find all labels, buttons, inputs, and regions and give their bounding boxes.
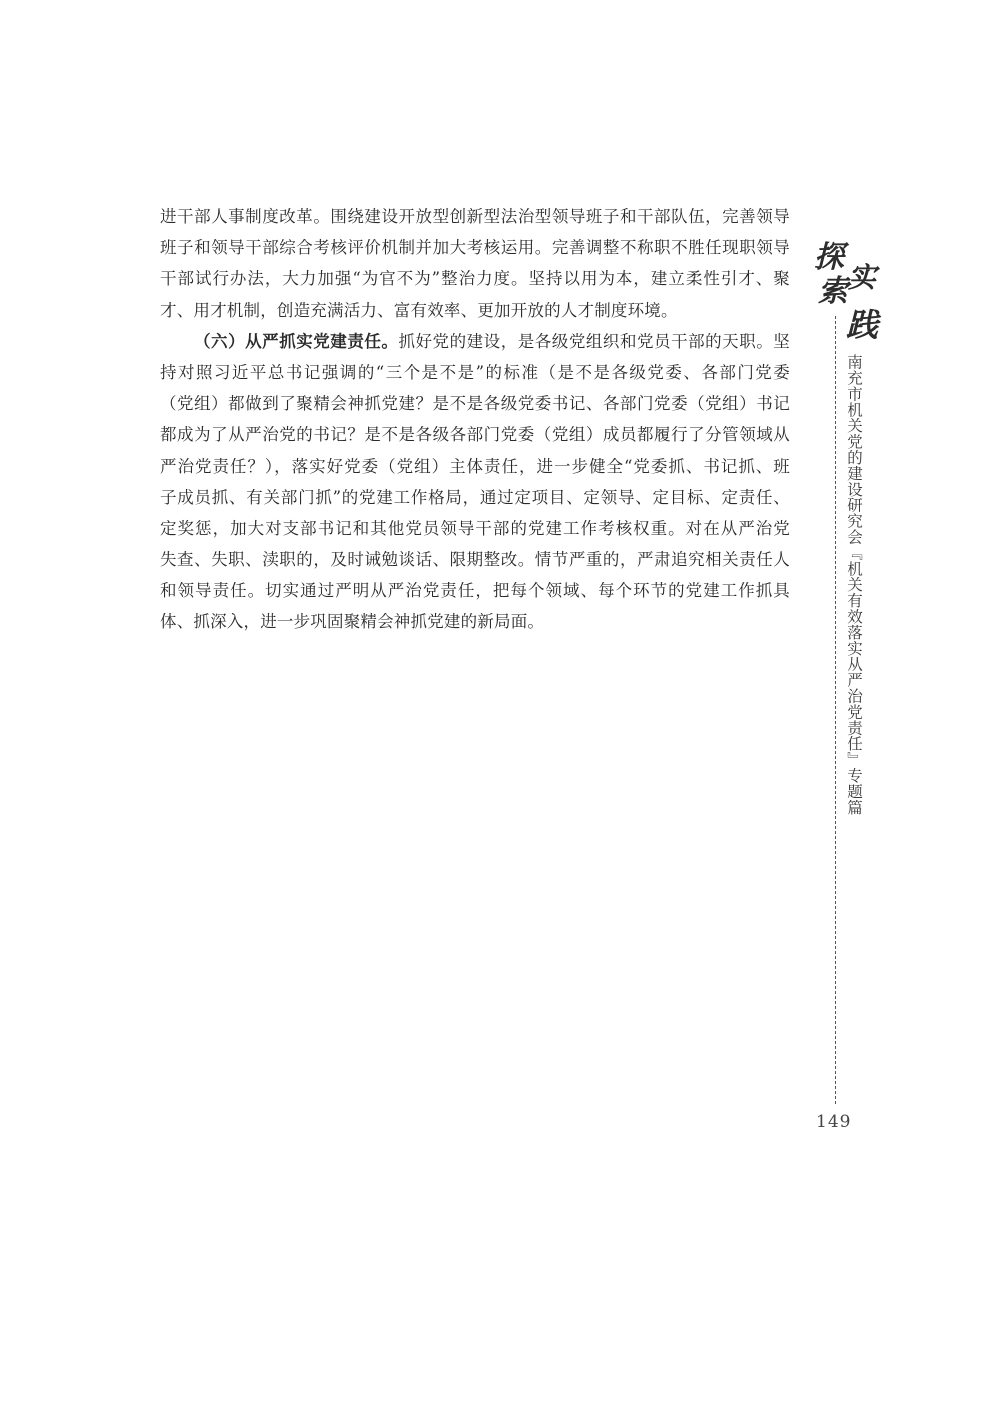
paragraph-first-line (160, 326, 790, 357)
section-logo (812, 232, 882, 342)
text-line: 才、用才机制，创造充满活力、富有效率、更加开放的人才制度环境。 (160, 300, 678, 320)
text-line: 失查、失职、渎职的，及时诫勉谈话、限期整改。情节严重的，严肃追究相关责任人 (160, 550, 790, 570)
text-line: 体、抓深入，进一步巩固聚精会神抓党建的新局面。 (160, 612, 545, 632)
sidebar-vertical-title: 南充市机关党的建设研究会『机关有效落实从严治党责任』专题篇 (845, 354, 863, 816)
text-line: 持对照习近平总书记强调的“三个是不是”的标准（是不是各级党委、各部门党委 (160, 362, 790, 382)
page-number: 149 (816, 1112, 852, 1132)
text-line: （党组）都做到了聚精会神抓党建？是不是各级党委书记、各部门党委（党组）书记 (160, 394, 790, 414)
text-line: 都成为了从严治党的书记？是不是各级各部门党委（党组）成员都履行了分管领域从 (160, 425, 790, 445)
body-text (160, 201, 790, 638)
text-line: 定奖惩，加大对支部书记和其他党员领导干部的党建工作考核权重。对在从严治党 (160, 518, 790, 538)
logo-char: 索 (818, 274, 848, 309)
text-line: 进干部人事制度改革。围绕建设开放型创新型法治型领导班子和干部队伍，完善领导 (160, 207, 790, 226)
text-line: 和领导责任。切实通过严明从严治党责任，把每个领域、每个环节的党建工作抓具 (160, 581, 790, 601)
text-line: 干部试行办法，大力加强“为官不为”整治力度。坚持以用为本，建立柔性引才、聚 (160, 269, 790, 289)
sidebar-divider (835, 316, 836, 1104)
logo-char: 践 (846, 306, 879, 344)
section-heading: （六）从严抓实党建责任。 (194, 331, 399, 351)
text-line: 班子和领导干部综合考核评价机制并加大考核运用。完善调整不称职不胜任现职领导 (160, 238, 790, 258)
text-run: 抓好党的建设，是各级党组织和党员干部的天职。坚 (398, 331, 790, 351)
text-line: 严治党责任？），落实好党委（党组）主体责任，进一步健全“党委抓、书记抓、班 (160, 456, 790, 476)
logo-char: 探 (814, 240, 844, 275)
logo-char: 实 (848, 261, 877, 294)
text-line: 子成员抓、有关部门抓”的党建工作格局，通过定项目、定领导、定目标、定责任、 (160, 487, 790, 507)
